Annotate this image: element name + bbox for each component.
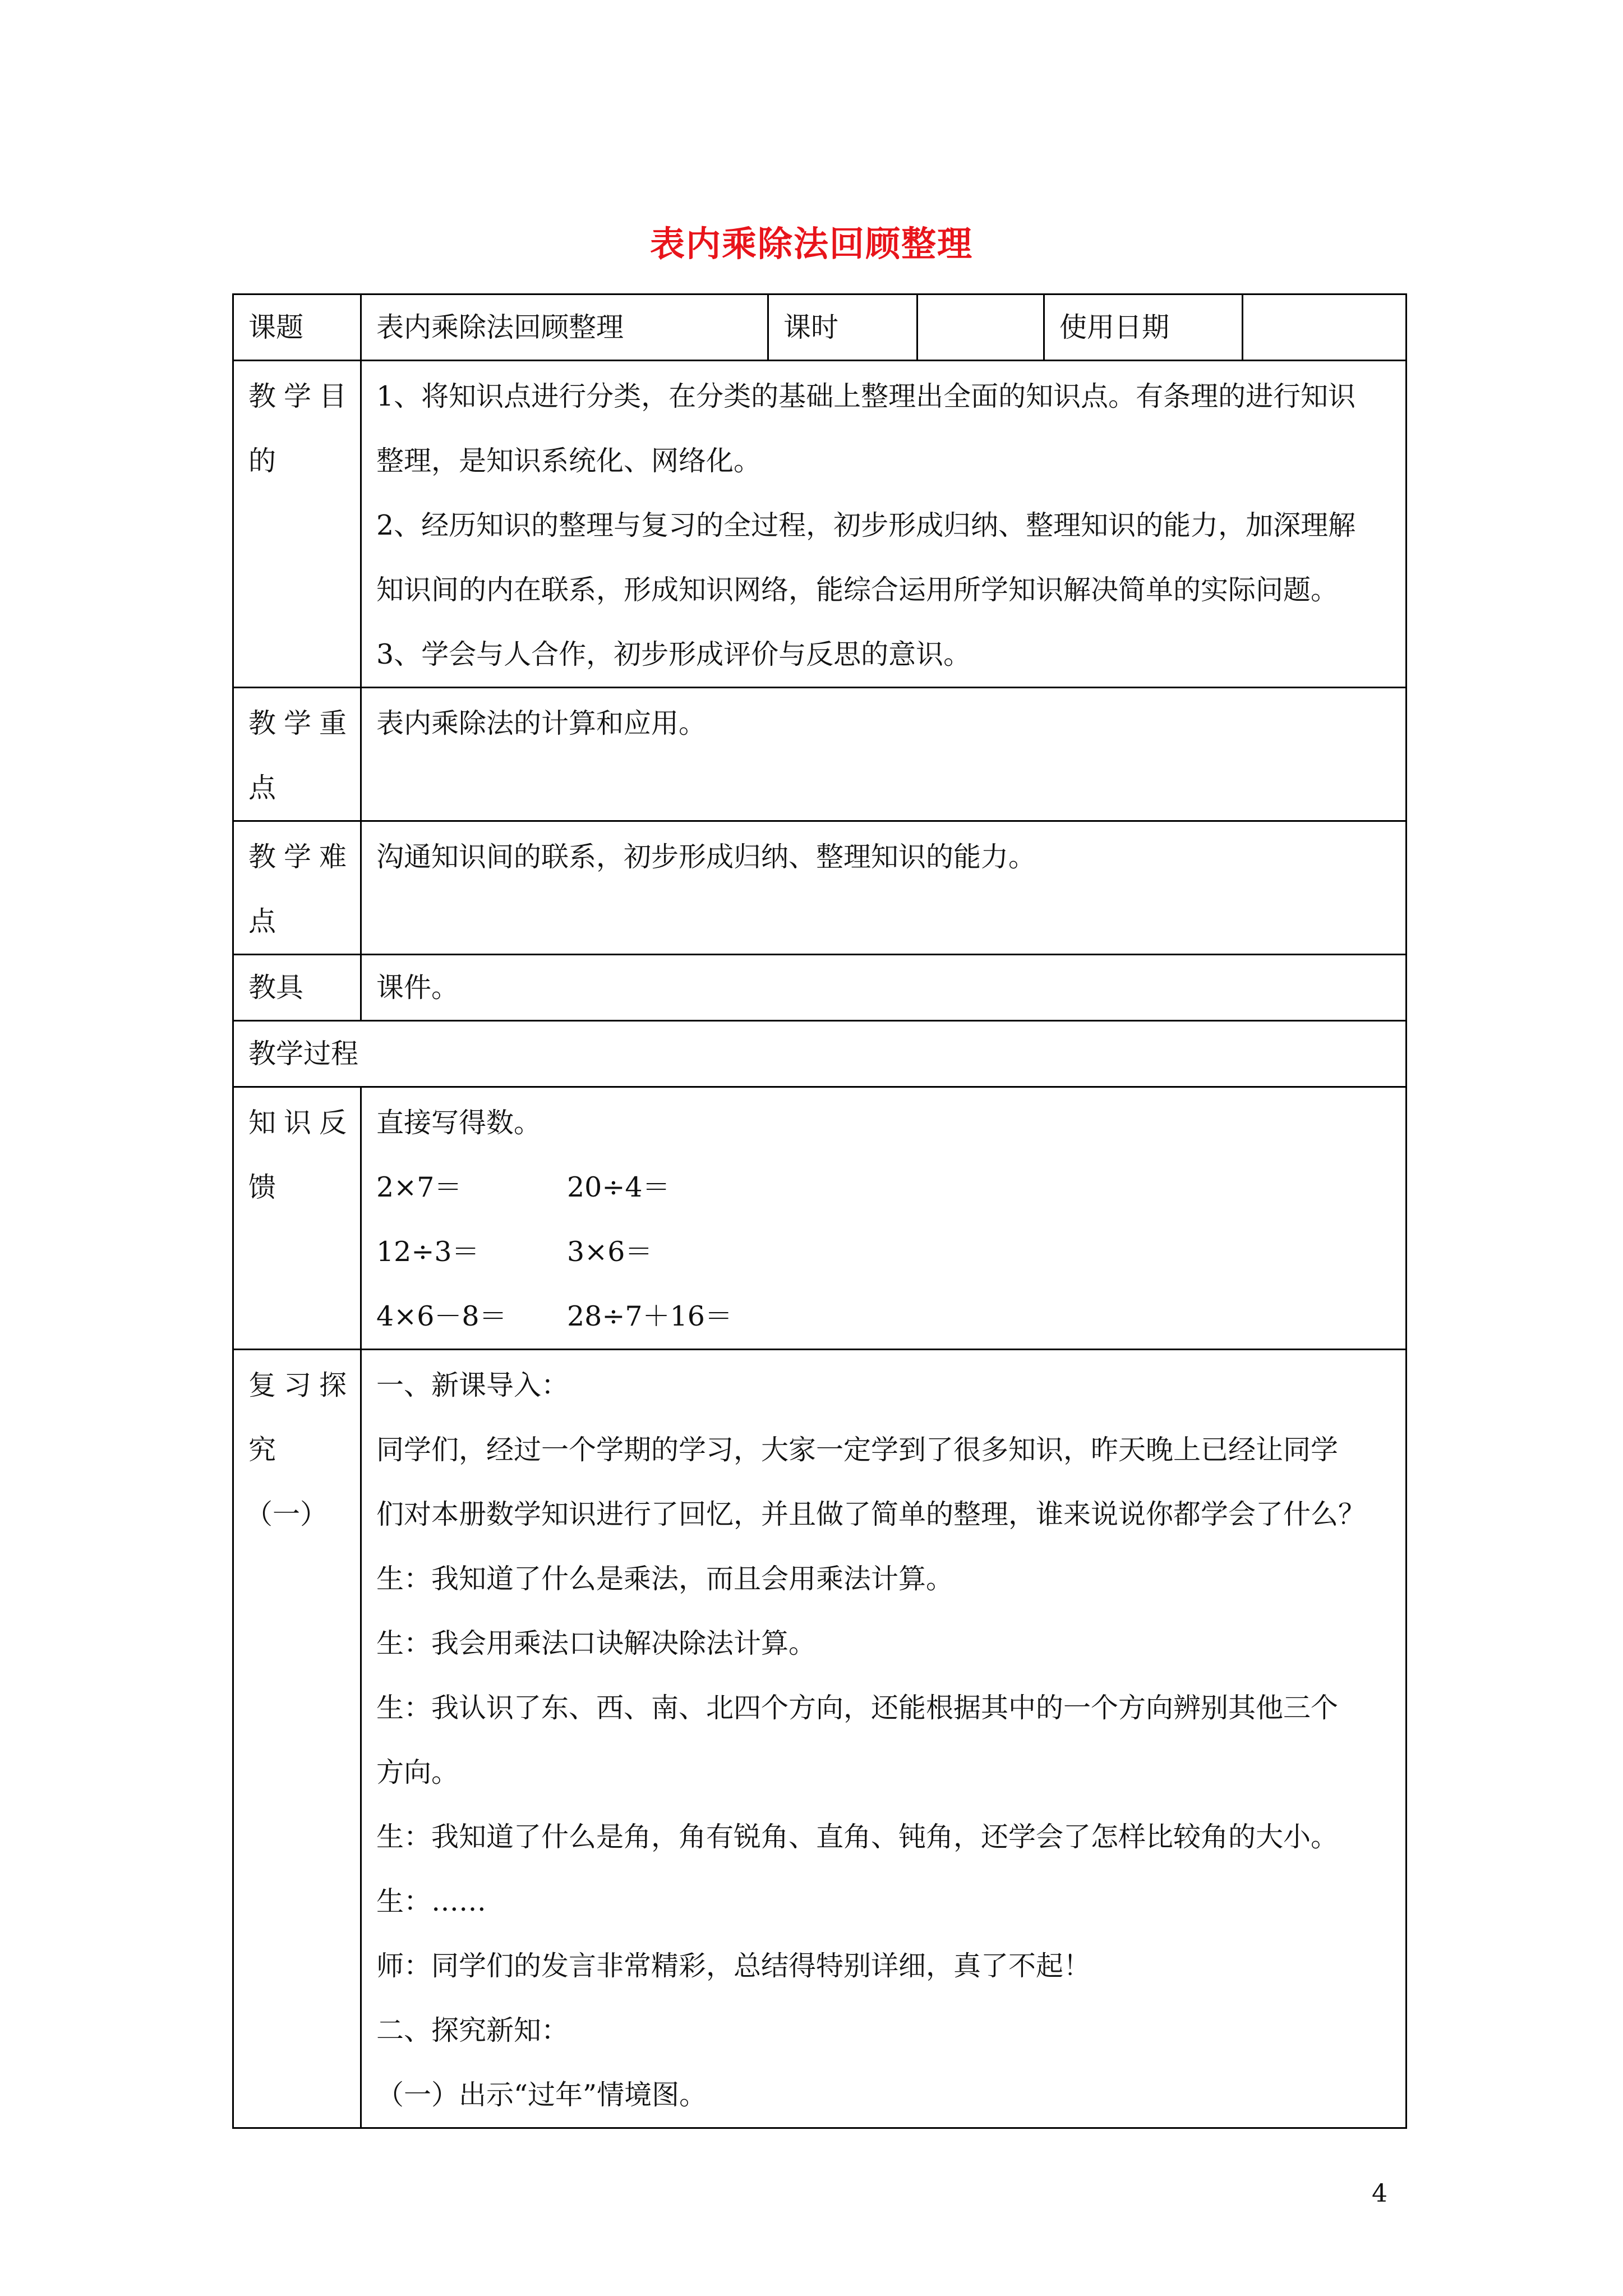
- review-label-line1: 复习探: [248, 1369, 355, 1401]
- feedback-label: [233, 1087, 361, 1350]
- difficulties-label: [233, 821, 361, 955]
- period-value: [917, 295, 1044, 361]
- equation-row: [376, 1220, 1405, 1284]
- equation: 20÷4＝: [567, 1171, 670, 1203]
- objectives-label: [233, 361, 361, 688]
- header-row: [233, 295, 1407, 361]
- tools-row: [233, 955, 1407, 1021]
- key-points-label-line2: 点: [248, 772, 284, 804]
- subject-value: 表内乘除法回顾整理: [361, 295, 768, 361]
- objectives-content: [361, 361, 1407, 688]
- equation-row: [376, 1284, 1405, 1349]
- process-label: 教学过程: [233, 1021, 1407, 1087]
- page-number: 4: [1372, 2179, 1387, 2208]
- objective-line: 整理，是知识系统化、网络化。: [376, 445, 762, 477]
- key-points-label: [233, 688, 361, 821]
- lesson-plan-table: [232, 293, 1407, 2129]
- feedback-intro: 直接写得数。: [376, 1107, 542, 1139]
- review-line: 师：同学们的发言非常精彩，总结得特别详细，真了不起！: [376, 1950, 1091, 1982]
- objective-line: 1、将知识点进行分类，在分类的基础上整理出全面的知识点。有条理的进行知识: [376, 380, 1356, 412]
- feedback-content: [361, 1087, 1407, 1350]
- review-line: 方向。: [376, 1756, 459, 1788]
- review-line: 生：……: [376, 1885, 487, 1917]
- period-label: 课时: [768, 295, 917, 361]
- equation: 3×6＝: [567, 1236, 653, 1268]
- difficulties-label-line2: 点: [248, 905, 284, 937]
- review-label: [233, 1350, 361, 2128]
- review-label-line3: （一）: [245, 1498, 328, 1530]
- date-value: [1243, 295, 1407, 361]
- review-line: 生：我认识了东、西、南、北四个方向，还能根据其中的一个方向辨别其他三个: [376, 1692, 1339, 1724]
- document-title: 表内乘除法回顾整理: [649, 223, 973, 264]
- difficulties-text: 沟通知识间的联系，初步形成归纳、整理知识的能力。: [361, 821, 1407, 955]
- review-line: 生：我知道了什么是角，角有锐角、直角、钝角，还学会了怎样比较角的大小。: [376, 1821, 1339, 1853]
- key-points-text: 表内乘除法的计算和应用。: [361, 688, 1407, 821]
- equation: 4×6－8＝: [376, 1300, 507, 1332]
- review-line: 二、探究新知：: [376, 2014, 569, 2046]
- key-points-row: [233, 688, 1407, 821]
- objective-line: 知识间的内在联系，形成知识网络，能综合运用所学知识解决简单的实际问题。: [376, 574, 1339, 606]
- objectives-row: [233, 361, 1407, 688]
- review-line: 生：我知道了什么是乘法，而且会用乘法计算。: [376, 1563, 954, 1595]
- review-line: 同学们，经过一个学期的学习，大家一定学到了很多知识，昨天晚上已经让同学: [376, 1434, 1339, 1466]
- date-label: 使用日期: [1044, 295, 1243, 361]
- objective-line: 2、经历知识的整理与复习的全过程，初步形成归纳、整理知识的能力，加深理解: [376, 509, 1356, 541]
- review-line: 一、新课导入：: [376, 1369, 569, 1401]
- key-points-label-line1: 教学重: [248, 707, 355, 739]
- difficulties-label-line1: 教学难: [248, 841, 355, 873]
- review-label-line2: 究: [248, 1434, 284, 1466]
- equation-row: [376, 1155, 1405, 1220]
- tools-text: 课件。: [361, 955, 1407, 1021]
- equation: 2×7＝: [376, 1171, 462, 1203]
- objectives-label-line2: 的: [248, 445, 284, 477]
- equation: 12÷3＝: [376, 1236, 479, 1268]
- equation: 28÷7＋16＝: [567, 1300, 732, 1332]
- review-line: 生：我会用乘法口诀解决除法计算。: [376, 1627, 817, 1659]
- feedback-label-line1: 知识反: [248, 1107, 355, 1139]
- objectives-label-line1: 教学目: [248, 380, 355, 412]
- review-content: [361, 1350, 1407, 2128]
- objective-line: 3、学会与人合作，初步形成评价与反思的意识。: [376, 638, 971, 670]
- difficulties-row: [233, 821, 1407, 955]
- feedback-label-line2: 馈: [248, 1171, 284, 1203]
- review-row: [233, 1350, 1407, 2128]
- subject-label: 课题: [233, 295, 361, 361]
- feedback-row: [233, 1087, 1407, 1350]
- tools-label: 教具: [233, 955, 361, 1021]
- process-row: [233, 1021, 1407, 1087]
- review-line: 们对本册数学知识进行了回忆，并且做了简单的整理，谁来说说你都学会了什么？: [376, 1498, 1366, 1530]
- review-line: （一）出示“过年”情境图。: [376, 2079, 707, 2111]
